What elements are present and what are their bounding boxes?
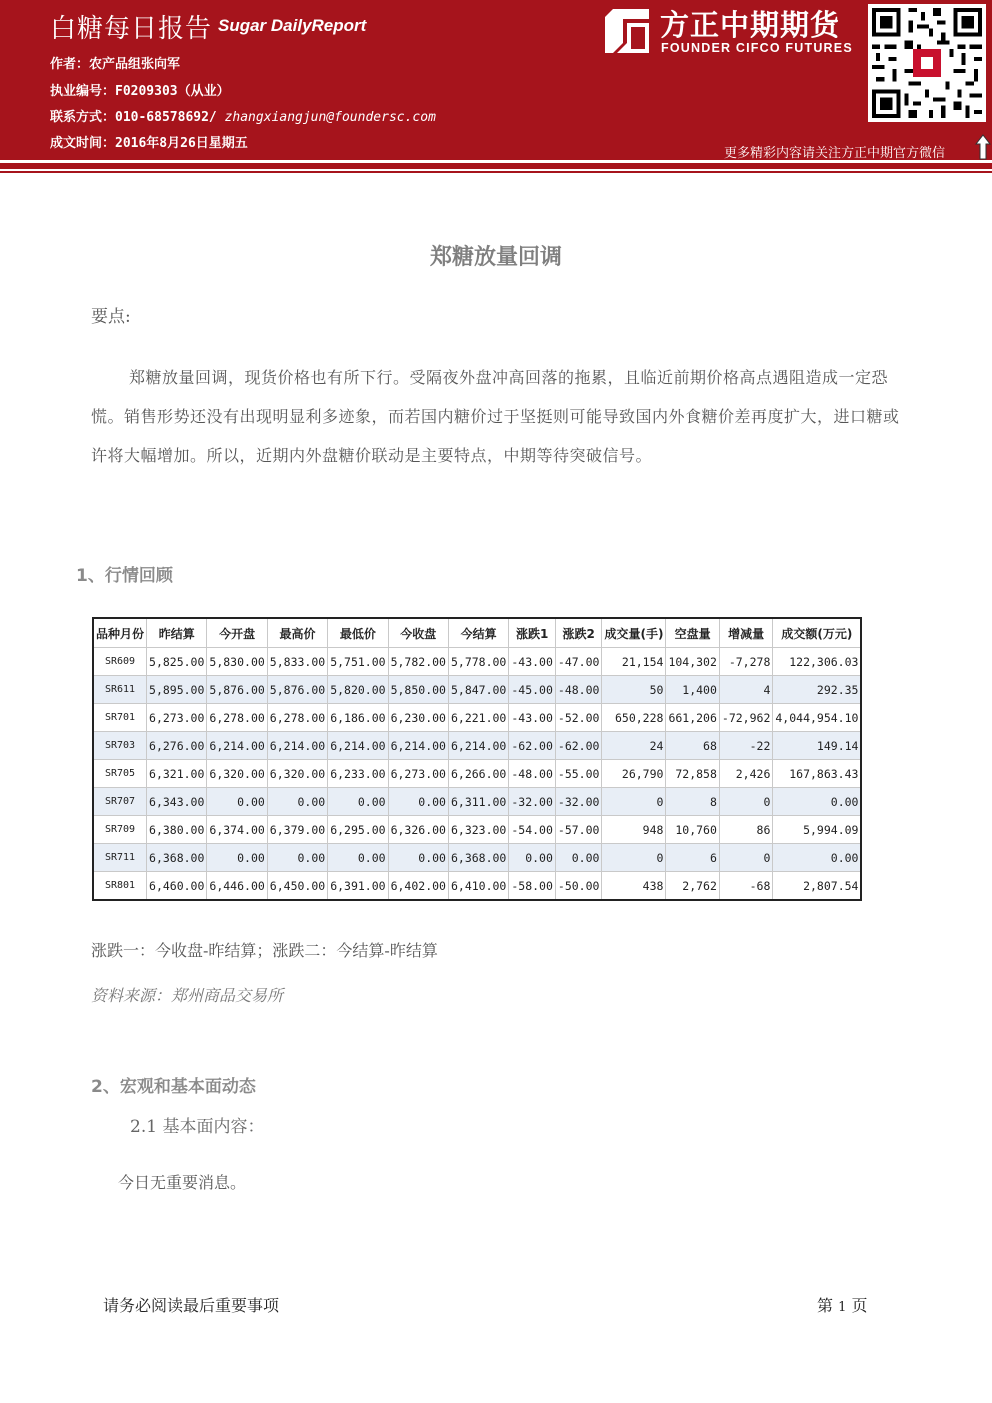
contract-code-cell: SR705 [93,760,147,788]
table-cell: -62.00 [509,732,556,760]
table-header-cell: 涨跌1 [509,618,556,648]
table-header-cell: 最低价 [328,618,388,648]
table-cell: 6,380.00 [147,816,207,844]
table-cell: 2,762 [666,872,719,901]
contract-code-cell: SR709 [93,816,147,844]
table-cell: 0.00 [207,788,267,816]
table-cell: -50.00 [555,872,602,901]
table-cell: 292.35 [773,676,862,704]
subsection-heading-fundamentals: 2.1 基本面内容： [130,1117,265,1137]
table-cell: 68 [666,732,719,760]
table-cell: 0.00 [328,788,388,816]
table-cell: 6,266.00 [448,760,508,788]
table-cell: 6,368.00 [147,844,207,872]
contract-code-cell: SR707 [93,788,147,816]
table-cell: 0.00 [388,844,448,872]
contract-code-cell: SR701 [93,704,147,732]
table-cell: -32.00 [555,788,602,816]
table-row [93,648,861,676]
company-name-cn: 方正中期期货 [660,8,841,42]
contract-code-cell: SR801 [93,872,147,901]
table-cell: 72,858 [666,760,719,788]
contact-email: zhangxiangjun@foundersc.com [224,110,436,125]
table-cell: 21,154 [602,648,666,676]
table-cell: 6,311.00 [448,788,508,816]
report-series-title-en: Sugar DailyReport [218,16,367,35]
table-cell: -43.00 [509,704,556,732]
table-cell: -48.00 [509,760,556,788]
table-cell: 0 [602,844,666,872]
table-cell: 6,321.00 [147,760,207,788]
table-cell: 6,233.00 [328,760,388,788]
table-cell: 86 [719,816,772,844]
table-header-cell: 最高价 [267,618,327,648]
page-suffix: 页 [851,1296,868,1315]
table-cell: 0.00 [207,844,267,872]
table-cell: 6,460.00 [147,872,207,901]
table-cell: 6,391.00 [328,872,388,901]
table-cell: -22 [719,732,772,760]
table-cell: 0.00 [773,844,862,872]
table-cell: -68 [719,872,772,901]
data-source: 资料来源：郑州商品交易所 [91,986,284,1005]
table-cell: 104,302 [666,648,719,676]
author-line: 作者：农产品组张向军 [50,57,181,72]
table-cell: 0 [602,788,666,816]
table-cell: 6,221.00 [448,704,508,732]
table-cell: 2,807.54 [773,872,862,901]
report-series-title: 白糖每日报告 [50,14,213,44]
table-cell: 50 [602,676,666,704]
contract-code-cell: SR611 [93,676,147,704]
footer-page-number [817,1293,868,1316]
company-logo-icon [603,7,651,55]
table-cell: 5,778.00 [448,648,508,676]
table-cell: 661,206 [666,704,719,732]
header-divider [0,163,992,169]
table-cell: -47.00 [555,648,602,676]
table-row [93,676,861,704]
table-header-cell: 空盘量 [666,618,719,648]
table-cell: -62.00 [555,732,602,760]
table-row [93,816,861,844]
table-cell: 26,790 [602,760,666,788]
fundamentals-content: 今日无重要消息。 [118,1173,247,1192]
table-cell: 24 [602,732,666,760]
table-cell: -55.00 [555,760,602,788]
table-cell: 6,278.00 [207,704,267,732]
contract-code-cell: SR703 [93,732,147,760]
table-cell: 6,295.00 [328,816,388,844]
section-heading-macro: 2、宏观和基本面动态 [91,1077,256,1097]
table-note: 涨跌一：今收盘-昨结算；涨跌二：今结算-昨结算 [91,941,438,960]
table-cell: 6,273.00 [147,704,207,732]
table-cell: 6,186.00 [328,704,388,732]
table-cell: 0.00 [328,844,388,872]
table-cell: 0.00 [773,788,862,816]
table-cell: 5,994.09 [773,816,862,844]
table-cell: 5,847.00 [448,676,508,704]
table-cell: 122,306.03 [773,648,862,676]
table-cell: 10,760 [666,816,719,844]
contact-phone: 联系方式：010-68578692/ [50,110,225,125]
table-cell: -45.00 [509,676,556,704]
table-cell: 167,863.43 [773,760,862,788]
table-cell: -48.00 [555,676,602,704]
table-cell: 5,830.00 [207,648,267,676]
table-cell: 5,751.00 [328,648,388,676]
table-row [93,704,861,732]
license-line: 执业编号：F0209303（从业） [50,84,230,99]
contract-code-cell: SR711 [93,844,147,872]
table-cell: 6,214.00 [267,732,327,760]
table-header-cell: 涨跌2 [555,618,602,648]
table-cell: 2,426 [719,760,772,788]
table-cell: -72,962 [719,704,772,732]
table-cell: -58.00 [509,872,556,901]
table-row [93,732,861,760]
table-cell: 5,782.00 [388,648,448,676]
table-cell: 6,214.00 [207,732,267,760]
table-cell: 5,820.00 [328,676,388,704]
table-cell: 0.00 [509,844,556,872]
summary-paragraph: 郑糖放量回调，现货价格也有所下行。受隔夜外盘冲高回落的拖累，且临近前期价格高点遇阻造成一定恐慌。销售形势还没有出现明显利多迹象，而若国内糖价过于坚挺则可能导致国内外食糖价差再度扩大，进口糖或许将大幅增加。所以，近期内外盘糖价联动是主要特点，中期等待突破信号。 [91,368,900,465]
table-cell: 6,214.00 [328,732,388,760]
table-cell: 438 [602,872,666,901]
table-cell: -7,278 [719,648,772,676]
table-header-row [93,618,861,648]
market-data-table [92,617,862,901]
table-cell: -54.00 [509,816,556,844]
page-prefix: 第 [817,1296,834,1315]
contact-line [50,106,436,125]
table-cell: 6,320.00 [207,760,267,788]
table-cell: 149.14 [773,732,862,760]
footer-disclaimer: 请务必阅读最后重要事项 [103,1296,280,1315]
table-cell: 5,833.00 [267,648,327,676]
table-header-cell: 品种月份 [93,618,147,648]
table-cell: 6,446.00 [207,872,267,901]
date-line: 成文时间：2016年8月26日星期五 [50,136,248,151]
table-cell: 6,368.00 [448,844,508,872]
table-row [93,872,861,901]
table-cell: -32.00 [509,788,556,816]
table-cell: 0 [719,844,772,872]
header-divider-thin [0,171,992,173]
table-cell: 6,402.00 [388,872,448,901]
table-cell: 6,343.00 [147,788,207,816]
table-cell: 6,214.00 [388,732,448,760]
table-cell: 6,276.00 [147,732,207,760]
table-cell: 4 [719,676,772,704]
page-number: 1 [838,1300,847,1315]
table-header-cell: 今收盘 [388,618,448,648]
table-cell: 6,450.00 [267,872,327,901]
table-row [93,760,861,788]
table-cell: -43.00 [509,648,556,676]
table-cell: 5,876.00 [207,676,267,704]
company-name-en: FOUNDER CIFCO FUTURES [661,41,853,55]
table-cell: 5,825.00 [147,648,207,676]
table-cell: 6,326.00 [388,816,448,844]
table-cell: 948 [602,816,666,844]
table-cell: 650,228 [602,704,666,732]
table-cell: 6,379.00 [267,816,327,844]
table-cell: 0.00 [267,844,327,872]
contract-code-cell: SR609 [93,648,147,676]
qr-code-icon[interactable] [868,4,986,122]
table-cell: 4,044,954.10 [773,704,862,732]
table-cell: 1,400 [666,676,719,704]
table-header-cell: 今开盘 [207,618,267,648]
table-cell: 6,410.00 [448,872,508,901]
table-cell: 0.00 [267,788,327,816]
table-cell: 5,876.00 [267,676,327,704]
table-cell: 6,323.00 [448,816,508,844]
table-header-cell: 成交量(手) [602,618,666,648]
table-cell: 8 [666,788,719,816]
table-cell: 6,374.00 [207,816,267,844]
table-header-cell: 成交额(万元) [773,618,862,648]
section-heading-market-review: 1、行情回顾 [76,566,173,586]
wechat-follow-note: 更多精彩内容请关注方正中期官方微信 [724,146,946,161]
table-cell: 6,230.00 [388,704,448,732]
table-cell: -57.00 [555,816,602,844]
table-row [93,788,861,816]
table-row [93,844,861,872]
table-cell: 5,895.00 [147,676,207,704]
up-arrow-icon [975,134,991,160]
table-cell: 0.00 [555,844,602,872]
table-cell: 0 [719,788,772,816]
table-cell: 6,214.00 [448,732,508,760]
table-cell: 6,278.00 [267,704,327,732]
table-cell: 0.00 [388,788,448,816]
table-header-cell: 昨结算 [147,618,207,648]
table-header-cell: 增减量 [719,618,772,648]
report-title: 郑糖放量回调 [429,245,562,270]
table-header-cell: 今结算 [448,618,508,648]
table-cell: -52.00 [555,704,602,732]
table-cell: 6,273.00 [388,760,448,788]
table-cell: 6,320.00 [267,760,327,788]
key-points-label: 要点: [91,307,131,327]
table-cell: 5,850.00 [388,676,448,704]
table-cell: 6 [666,844,719,872]
